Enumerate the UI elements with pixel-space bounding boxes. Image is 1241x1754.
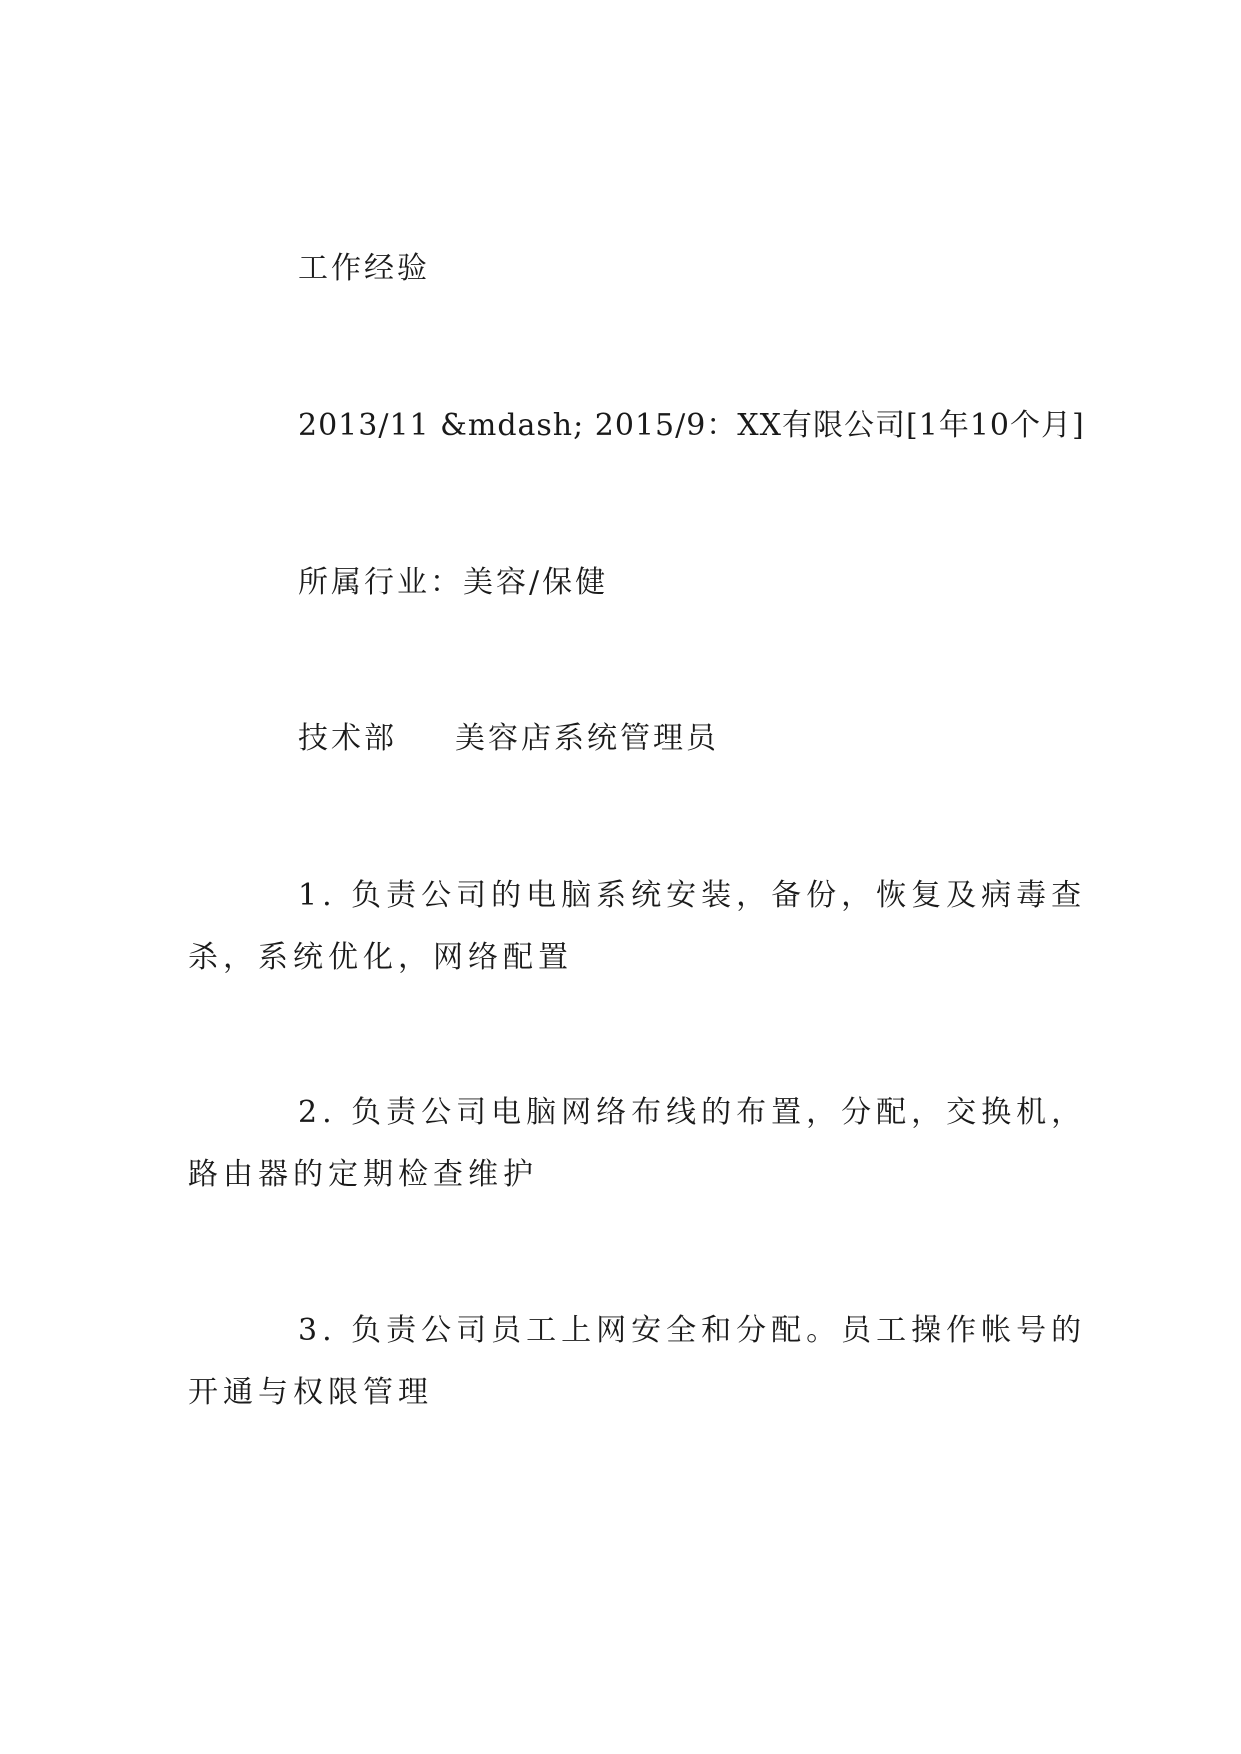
industry-line: 所属行业：美容/保健 bbox=[298, 565, 609, 600]
duty-item-1 bbox=[188, 865, 1087, 989]
duty-item-1-line-1: 1. 负责公司的电脑系统安装，备份，恢复及病毒查 bbox=[298, 878, 1087, 913]
duty-item-2-line-1: 2. 负责公司电脑网络布线的布置，分配，交换机， bbox=[298, 1095, 1087, 1130]
duty-item-1-line-2: 杀，系统优化，网络配置 bbox=[188, 940, 573, 975]
duty-item-3-line-2: 开通与权限管理 bbox=[188, 1375, 433, 1410]
position-label: 美容店系统管理员 bbox=[455, 721, 719, 756]
duty-item-3 bbox=[188, 1300, 1087, 1424]
section-title: 工作经验 bbox=[298, 251, 430, 286]
duty-item-2-line-2: 路由器的定期检查维护 bbox=[188, 1157, 538, 1192]
job-period-line: 2013/11 &mdash; 2015/9：XX有限公司[1年10个月] bbox=[298, 408, 1085, 443]
department-label: 技术部 bbox=[298, 721, 397, 756]
duty-item-2 bbox=[188, 1082, 1087, 1206]
duty-item-3-line-1: 3. 负责公司员工上网安全和分配。员工操作帐号的 bbox=[298, 1313, 1087, 1348]
department-position-line bbox=[188, 708, 1068, 770]
